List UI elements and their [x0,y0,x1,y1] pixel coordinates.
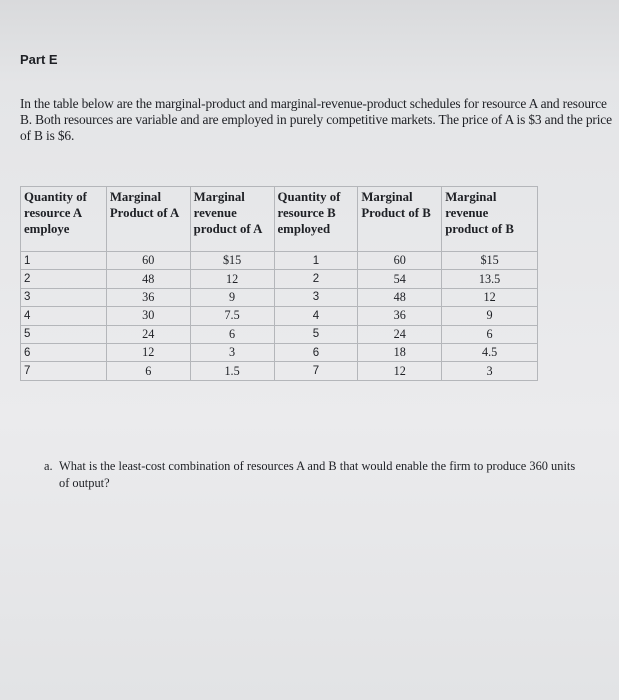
table-row [21,362,538,380]
cell-mp-b: 54 [358,270,442,288]
cell-mrp-b: 13.5 [442,270,538,288]
cell-mrp-b: $15 [442,252,538,270]
cell-mrp-b: 12 [442,288,538,306]
cell-qty-b: 3 [274,288,358,306]
cell-mrp-a: $15 [190,252,274,270]
cell-mp-a: 30 [106,307,190,325]
cell-mp-b: 24 [358,325,442,343]
header-quantity-b: Quantity of resource B employed [274,187,358,252]
cell-qty-b: 2 [274,270,358,288]
question-marker: a. [44,459,53,473]
cell-qty-b: 6 [274,343,358,361]
table-header-row [21,187,538,252]
schedule-table [20,186,538,381]
cell-qty-b: 7 [274,362,358,380]
cell-mrp-b: 9 [442,307,538,325]
cell-mrp-b: 4.5 [442,343,538,361]
cell-qty-a: 7 [21,362,107,380]
header-mrp-a: Marginal revenue product of A [190,187,274,252]
table-body [21,252,538,381]
cell-qty-b: 4 [274,307,358,325]
cell-qty-b: 1 [274,252,358,270]
cell-mp-b: 36 [358,307,442,325]
table-row [21,252,538,270]
header-mrp-b: Marginal revenue product of B [442,187,538,252]
table-row [21,343,538,361]
cell-qty-b: 5 [274,325,358,343]
cell-mp-a: 24 [106,325,190,343]
question-a [44,458,584,492]
answer-area [0,500,619,700]
cell-mp-a: 60 [106,252,190,270]
cell-mp-a: 36 [106,288,190,306]
cell-mp-a: 6 [106,362,190,380]
cell-mrp-b: 3 [442,362,538,380]
cell-mrp-a: 12 [190,270,274,288]
table-row [21,270,538,288]
cell-mp-b: 12 [358,362,442,380]
part-title: Part E [20,52,58,67]
cell-qty-a: 6 [21,343,107,361]
cell-mrp-a: 3 [190,343,274,361]
table-row [21,288,538,306]
intro-text: In the table below are the marginal-product and marginal-revenue-product schedules for resource A and resource B. Both resources are variable and are employed in purely competitive markets. The price of A is $3 and the price of B is $6. [20,96,612,143]
cell-mrp-a: 7.5 [190,307,274,325]
cell-mrp-b: 6 [442,325,538,343]
cell-qty-a: 1 [21,252,107,270]
cell-mrp-a: 9 [190,288,274,306]
cell-mp-b: 60 [358,252,442,270]
table-row [21,307,538,325]
cell-mrp-a: 1.5 [190,362,274,380]
cell-mp-a: 48 [106,270,190,288]
intro-paragraph [20,96,614,144]
cell-mp-a: 12 [106,343,190,361]
header-quantity-a: Quantity of resource A employe [21,187,107,252]
header-mp-b: Marginal Product of B [358,187,442,252]
cell-qty-a: 4 [21,307,107,325]
cell-qty-a: 2 [21,270,107,288]
table-row [21,325,538,343]
question-text: What is the least-cost combination of resources A and B that would enable the firm to produce 360 units of output? [59,459,576,490]
cell-mp-b: 18 [358,343,442,361]
header-mp-a: Marginal Product of A [106,187,190,252]
cell-mrp-a: 6 [190,325,274,343]
cell-mp-b: 48 [358,288,442,306]
cell-qty-a: 5 [21,325,107,343]
cell-qty-a: 3 [21,288,107,306]
